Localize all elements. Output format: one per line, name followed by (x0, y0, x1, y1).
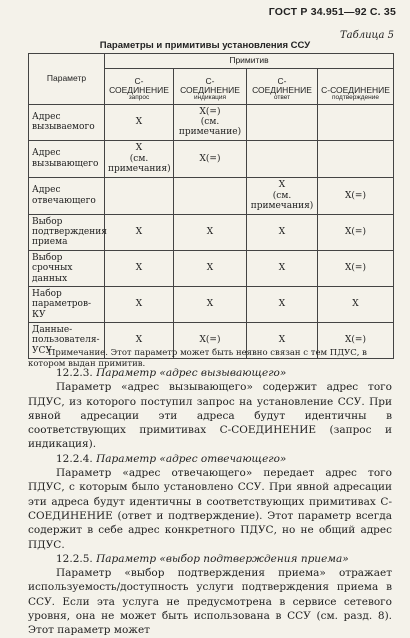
table-row (29, 250, 394, 286)
value-cell: X (105, 104, 174, 140)
section-heading: 12.2.3. Параметр «адрес вызывающего» (56, 367, 287, 379)
value-cell: X(=) (см. примечание) (174, 104, 247, 140)
table-row (29, 214, 394, 250)
value-cell: X (247, 286, 318, 322)
body-text (28, 366, 392, 638)
value-cell: X (247, 214, 318, 250)
value-cell (105, 177, 174, 214)
value-cell: X (247, 250, 318, 286)
table-number: Таблица 5 (339, 30, 394, 41)
value-cell (247, 140, 318, 177)
param-name-cell: Данные-пользователя-УСУ (29, 322, 105, 358)
param-header: Параметр (29, 54, 105, 105)
page-header: ГОСТ Р 34.951—92 С. 35 (268, 6, 396, 18)
value-cell: X(=) (318, 214, 394, 250)
value-cell: X (105, 286, 174, 322)
value-cell: X(=) (174, 322, 247, 358)
column-header: С-СОЕДИНЕНИЕ ответ (247, 68, 318, 104)
table-row (29, 104, 394, 140)
value-cell: X (105, 322, 174, 358)
table-note: Примечание. Этот параметр может быть неявно связан с тем ПДУС, в котором выдан примитив. (28, 348, 367, 369)
value-cell: X (105, 214, 174, 250)
primitive-group-header: Примитив (105, 54, 394, 69)
column-header: С-СОЕДИНЕНИЕ подтверждение (318, 68, 394, 104)
table-row (29, 177, 394, 214)
value-cell: X(=) (318, 177, 394, 214)
parameters-table (28, 53, 394, 359)
table-title: Параметры и примитивы установления ССУ (99, 40, 311, 51)
param-name-cell: Адрес вызываемого (29, 104, 105, 140)
value-cell: X (174, 250, 247, 286)
column-header: С-СОЕДИНЕНИЕ индикация (174, 68, 247, 104)
param-name-cell: Набор параметров-КУ (29, 286, 105, 322)
value-cell: X (174, 286, 247, 322)
value-cell (318, 104, 394, 140)
value-cell: X(=) (318, 322, 394, 358)
param-name-cell: Выбор подтверждения приема (29, 214, 105, 250)
section-heading: 12.2.4. Параметр «адрес отвечающего» (56, 452, 287, 465)
value-cell: X (247, 322, 318, 358)
value-cell: X (см. примечания) (105, 140, 174, 177)
section-heading: 12.2.5. Параметр «выбор подтверждения приема» (56, 552, 349, 565)
value-cell: X(=) (174, 140, 247, 177)
value-cell: X (318, 286, 394, 322)
section-paragraph: Параметр «адрес вызывающего» содержит адрес того ПДУС, из которого поступил запрос на установление ССУ. При явной адресации эти адреса будут идентичны в соответствующих примитивах С-СОЕДИНЕНИЕ (запрос и индикация). (28, 381, 392, 451)
param-name-cell: Адрес вызывающего (29, 140, 105, 177)
table-row (29, 286, 394, 322)
value-cell (247, 104, 318, 140)
table-row (29, 140, 394, 177)
value-cell (318, 140, 394, 177)
param-name-cell: Адрес отвечающего (29, 177, 105, 214)
column-header: С-СОЕДИНЕНИЕ запрос (105, 68, 174, 104)
param-name-cell: Выбор срочных данных (29, 250, 105, 286)
value-cell (174, 177, 247, 214)
value-cell: X (174, 214, 247, 250)
section-paragraph: Параметр «адрес отвечающего» передает адрес того ПДУС, с которым было установлено ССУ. При явной адресации эти адреса будут идентичны в соответствующих примитивах С-СОЕДИНЕНИЕ (ответ и подтверждение). Этот параметр всегда содержит в себе адрес конкретного ПДУС, но не общий адрес ПДУС. (28, 467, 392, 551)
value-cell: X(=) (318, 250, 394, 286)
section-paragraph: Параметр «выбор подтверждения приема» отражает используемость/доступность услуги подтверждения приема в ССУ. Если эта услуга не предусмотрена в сервисе сетевого уровня, она не может быть использована в ССУ (см. разд. 8). Этот параметр может (28, 567, 392, 637)
value-cell: X (см. примечания) (247, 177, 318, 214)
value-cell: X (105, 250, 174, 286)
